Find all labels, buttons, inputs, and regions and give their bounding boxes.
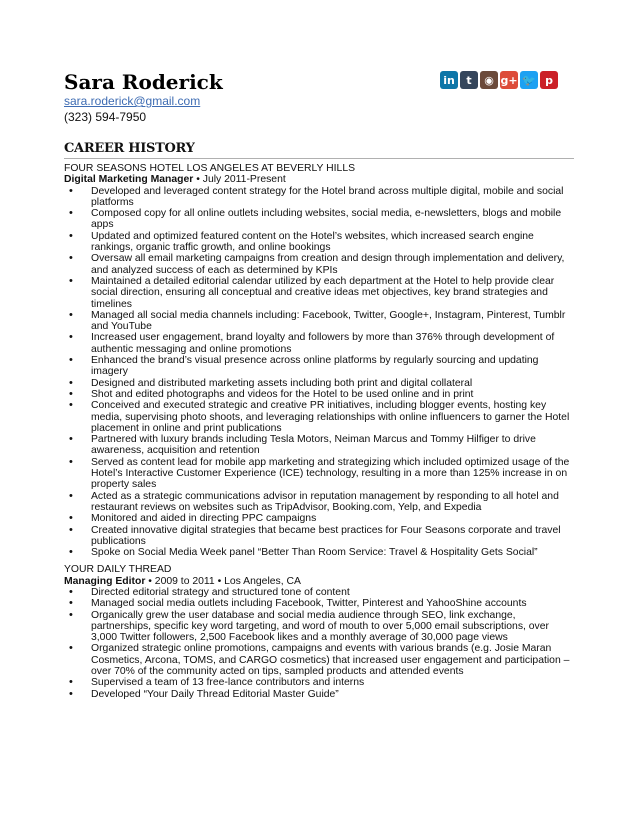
linkedin-icon[interactable]: in bbox=[440, 71, 458, 89]
list-item: • Served as content lead for mobile app marketing and strategizing which included optimized usage of the Hotel’s Interactive Customer Experience (ICE) technology, resulting in a more than 125% increase in on property sales bbox=[64, 457, 574, 491]
list-item: • Shot and edited photographs and videos for the Hotel to be used online and in print bbox=[64, 389, 574, 400]
employer-name: YOUR DAILY THREAD bbox=[64, 564, 172, 576]
job-title: Digital Marketing Manager bbox=[64, 174, 194, 186]
list-item: • Organized strategic online promotions, campaigns and events with various brands (e.g. Josie Maran Cosmetics, Arcona, TOMS, and CARGO cosmetics) that increased user engagement and participation – over 70% of the community acted on tips, sampled products and attended events bbox=[64, 643, 574, 677]
job-entry bbox=[64, 163, 574, 558]
job-title: Managing Editor bbox=[64, 575, 146, 587]
responsibility-list bbox=[64, 587, 574, 700]
phone-number: (323) 594-7950 bbox=[64, 110, 147, 124]
role-line bbox=[64, 174, 574, 185]
list-item: • Developed and leveraged content strategy for the Hotel brand across multiple digital, mobile and social platforms bbox=[64, 186, 574, 209]
pinterest-icon[interactable]: p bbox=[540, 71, 558, 89]
list-item: • Oversaw all email marketing campaigns from creation and design through implementation and delivery, and analyzed success of each as determined by KPIs bbox=[64, 253, 574, 276]
instagram-icon[interactable]: ◉ bbox=[480, 71, 498, 89]
job-dates: • July 2011-Present bbox=[193, 174, 286, 186]
list-item: • Designed and distributed marketing assets including both print and digital collateral bbox=[64, 378, 574, 389]
list-item: • Developed “Your Daily Thread Editorial Master Guide” bbox=[64, 689, 574, 700]
list-item: • Organically grew the user database and social media audience through SEO, link exchange, partnerships, specific key word targeting, and word of mouth to over 5,000 email subscriptions, over 3,000 Twitter followers, 2,500 Facebook likes and a monthly average of 30,000 page views bbox=[64, 610, 574, 644]
list-item: • Managed all social media channels including: Facebook, Twitter, Google+, Instagram, Pinterest, Tumblr and YouTube bbox=[64, 310, 574, 333]
list-item: • Spoke on Social Media Week panel “Better Than Room Service: Travel & Hospitality Gets Social” bbox=[64, 547, 574, 558]
list-item: • Supervised a team of 13 free-lance contributors and interns bbox=[64, 677, 574, 688]
twitter-icon[interactable]: 🐦 bbox=[520, 71, 538, 89]
list-item: • Updated and optimized featured content on the Hotel’s websites, which increased search engine rankings, organic traffic growth, and online bookings bbox=[64, 231, 574, 254]
list-item: • Managed social media outlets including Facebook, Twitter, Pinterest and YahooShine accounts bbox=[64, 598, 574, 609]
responsibility-list bbox=[64, 186, 574, 559]
google-plus-icon[interactable]: g+ bbox=[500, 71, 518, 89]
list-item: • Conceived and executed strategic and creative PR initiatives, including blogger events, hosting key media, supervising photo shoots, and leveraging relationships with online influencers to garner the Hotel placement in online and print publications bbox=[64, 400, 574, 434]
list-item: • Partnered with luxury brands including Tesla Motors, Neiman Marcus and Tommy Hilfiger to drive awareness, acquisition and retention bbox=[64, 434, 574, 457]
list-item: • Directed editorial strategy and structured tone of content bbox=[64, 587, 574, 598]
list-item: • Maintained a detailed editorial calendar utilized by each department at the Hotel to help provide clear social direction, ensuring all conceptual and creative ideas met objectives, key brand strategies and timelines bbox=[64, 276, 574, 310]
email-link[interactable]: sara.roderick@gmail.com bbox=[64, 94, 201, 108]
job-entry bbox=[64, 564, 574, 700]
list-item: • Created innovative digital strategies that became best practices for Four Seasons corporate and travel publications bbox=[64, 525, 574, 548]
section-divider bbox=[64, 158, 574, 159]
employer-name: FOUR SEASONS HOTEL LOS ANGELES AT BEVERLY HILLS bbox=[64, 163, 356, 174]
social-icons bbox=[440, 71, 558, 89]
section-title: CAREER HISTORY bbox=[64, 141, 195, 156]
list-item: • Increased user engagement, brand loyalty and followers by more than 376% through development of authentic messaging and online promotions bbox=[64, 332, 574, 355]
candidate-name: Sara Roderick bbox=[64, 70, 223, 94]
role-line bbox=[64, 576, 574, 587]
list-item: • Composed copy for all online outlets including websites, social media, e-newsletters, blogs and mobile apps bbox=[64, 208, 574, 231]
job-dates: • 2009 to 2011 • Los Angeles, CA bbox=[145, 575, 301, 587]
list-item: • Enhanced the brand’s visual presence across online platforms by regularly sourcing and updating imagery bbox=[64, 355, 574, 378]
list-item: • Monitored and aided in directing PPC campaigns bbox=[64, 513, 574, 524]
list-item: • Acted as a strategic communications advisor in reputation management by responding to all hotel and restaurant reviews on websites such as TripAdvisor, Booking.com, Yelp, and Expedia bbox=[64, 491, 574, 514]
tumblr-icon[interactable]: t bbox=[460, 71, 478, 89]
career-history bbox=[64, 163, 574, 700]
